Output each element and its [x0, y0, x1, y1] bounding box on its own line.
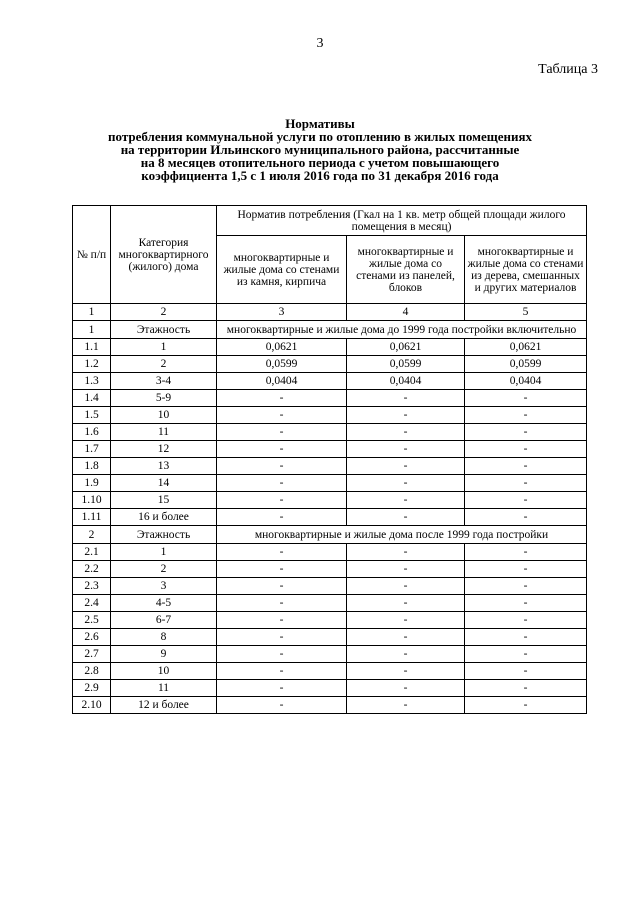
row-number: 1.7 — [73, 441, 111, 458]
row-number: 2.3 — [73, 578, 111, 595]
value-wood: - — [465, 475, 587, 492]
value-brick: - — [217, 509, 347, 526]
table-row — [73, 646, 587, 663]
table-row — [73, 475, 587, 492]
row-category: 11 — [111, 424, 217, 441]
value-brick: - — [217, 595, 347, 612]
row-number: 1.3 — [73, 373, 111, 390]
row-number: 1.6 — [73, 424, 111, 441]
row-category: 14 — [111, 475, 217, 492]
value-panel: - — [347, 441, 465, 458]
value-wood: - — [465, 561, 587, 578]
title-line: на территории Ильинского муниципального района, рассчитанные — [120, 142, 520, 157]
value-panel: - — [347, 578, 465, 595]
value-panel: - — [347, 612, 465, 629]
row-number: 1.10 — [73, 492, 111, 509]
value-panel: - — [347, 697, 465, 714]
value-panel: 0,0599 — [347, 356, 465, 373]
header-col4: многоквартирные и жилые дома со стенами из панелей, блоков — [347, 236, 465, 304]
row-category: 16 и более — [111, 509, 217, 526]
table-row — [73, 663, 587, 680]
table-body — [73, 321, 587, 714]
table-row — [73, 595, 587, 612]
section-description: многоквартирные и жилые дома после 1999 года постройки — [217, 526, 587, 544]
table-row — [73, 390, 587, 407]
header-norm: Норматив потребления (Гкал на 1 кв. метр общей площади жилого помещения в месяц) — [217, 206, 587, 236]
row-number: 2.6 — [73, 629, 111, 646]
value-wood: - — [465, 458, 587, 475]
value-brick: - — [217, 629, 347, 646]
table-row — [73, 441, 587, 458]
value-brick: - — [217, 475, 347, 492]
value-wood: 0,0599 — [465, 356, 587, 373]
value-brick: - — [217, 441, 347, 458]
row-category: 1 — [111, 544, 217, 561]
value-panel: - — [347, 475, 465, 492]
value-wood: - — [465, 629, 587, 646]
value-panel: - — [347, 680, 465, 697]
row-category: 1 — [111, 339, 217, 356]
row-category: 10 — [111, 407, 217, 424]
value-wood: - — [465, 492, 587, 509]
row-category: 6-7 — [111, 612, 217, 629]
col-number: 1 — [73, 304, 111, 321]
row-number: 1.11 — [73, 509, 111, 526]
col-number: 3 — [217, 304, 347, 321]
row-number: 1.4 — [73, 390, 111, 407]
row-category: 10 — [111, 663, 217, 680]
row-category: 15 — [111, 492, 217, 509]
row-category: 12 — [111, 441, 217, 458]
row-number: 2.5 — [73, 612, 111, 629]
value-panel: - — [347, 492, 465, 509]
value-wood: - — [465, 697, 587, 714]
table-row — [73, 629, 587, 646]
table-row — [73, 339, 587, 356]
value-panel: - — [347, 646, 465, 663]
row-category: 13 — [111, 458, 217, 475]
section-category: Этажность — [111, 526, 217, 544]
title-line: Нормативы — [285, 116, 355, 131]
row-category: 12 и более — [111, 697, 217, 714]
value-panel: 0,0404 — [347, 373, 465, 390]
page-number: 3 — [316, 36, 324, 51]
header-num: № п/п — [73, 206, 111, 304]
table-row — [73, 544, 587, 561]
value-brick: - — [217, 646, 347, 663]
value-wood: - — [465, 407, 587, 424]
title-line: коэффициента 1,5 с 1 июля 2016 года по 31 декабря 2016 года — [141, 168, 499, 183]
value-wood: - — [465, 424, 587, 441]
value-brick: 0,0599 — [217, 356, 347, 373]
table-row — [73, 578, 587, 595]
value-wood: 0,0621 — [465, 339, 587, 356]
row-number: 2.4 — [73, 595, 111, 612]
value-brick: - — [217, 544, 347, 561]
table-row — [73, 424, 587, 441]
table-row — [73, 509, 587, 526]
col-number: 2 — [111, 304, 217, 321]
value-wood: - — [465, 663, 587, 680]
row-category: 3 — [111, 578, 217, 595]
value-wood: 0,0404 — [465, 373, 587, 390]
row-number: 2.8 — [73, 663, 111, 680]
value-panel: - — [347, 509, 465, 526]
section-category: Этажность — [111, 321, 217, 339]
row-category: 11 — [111, 680, 217, 697]
value-brick: - — [217, 663, 347, 680]
value-panel: - — [347, 390, 465, 407]
row-number: 1.5 — [73, 407, 111, 424]
title-line: на 8 месяцев отопительного периода с учетом повышающего — [140, 155, 500, 170]
row-number: 1.8 — [73, 458, 111, 475]
value-brick: - — [217, 390, 347, 407]
row-number: 2.2 — [73, 561, 111, 578]
value-brick: 0,0621 — [217, 339, 347, 356]
value-brick: - — [217, 697, 347, 714]
header-col3: многоквартирные и жилые дома со стенами из камня, кирпича — [217, 236, 347, 304]
col-number: 5 — [465, 304, 587, 321]
section-header-row — [73, 321, 587, 339]
value-brick: - — [217, 492, 347, 509]
row-category: 4-5 — [111, 595, 217, 612]
value-panel: - — [347, 544, 465, 561]
value-brick: - — [217, 578, 347, 595]
value-wood: - — [465, 612, 587, 629]
value-panel: 0,0621 — [347, 339, 465, 356]
value-panel: - — [347, 424, 465, 441]
norms-table — [72, 205, 587, 714]
section-number: 1 — [73, 321, 111, 339]
value-brick: - — [217, 424, 347, 441]
table-row — [73, 492, 587, 509]
value-brick: - — [217, 407, 347, 424]
row-number: 1.1 — [73, 339, 111, 356]
value-panel: - — [347, 595, 465, 612]
header-col5: многоквартирные и жилые дома со стенами из дерева, смешанных и других материалов — [465, 236, 587, 304]
value-wood: - — [465, 680, 587, 697]
value-wood: - — [465, 578, 587, 595]
section-header-row — [73, 526, 587, 544]
value-panel: - — [347, 561, 465, 578]
table-row — [73, 373, 587, 390]
table-label: Таблица 3 — [538, 62, 598, 77]
row-category: 2 — [111, 561, 217, 578]
document-title — [60, 117, 580, 182]
table-row — [73, 458, 587, 475]
row-number: 2.1 — [73, 544, 111, 561]
row-category: 2 — [111, 356, 217, 373]
table-row — [73, 407, 587, 424]
value-brick: - — [217, 458, 347, 475]
table-row — [73, 356, 587, 373]
row-category: 5-9 — [111, 390, 217, 407]
value-brick: - — [217, 680, 347, 697]
table-row — [73, 680, 587, 697]
row-number: 1.2 — [73, 356, 111, 373]
value-wood: - — [465, 544, 587, 561]
header-category: Категория многоквартирного (жилого) дома — [111, 206, 217, 304]
section-number: 2 — [73, 526, 111, 544]
value-brick: - — [217, 561, 347, 578]
row-category: 8 — [111, 629, 217, 646]
row-number: 2.10 — [73, 697, 111, 714]
value-brick: - — [217, 612, 347, 629]
col-number: 4 — [347, 304, 465, 321]
row-number: 1.9 — [73, 475, 111, 492]
value-panel: - — [347, 407, 465, 424]
value-brick: 0,0404 — [217, 373, 347, 390]
section-description: многоквартирные и жилые дома до 1999 года постройки включительно — [217, 321, 587, 339]
column-numbers-row — [73, 304, 587, 321]
table-row — [73, 697, 587, 714]
value-panel: - — [347, 629, 465, 646]
row-number: 2.9 — [73, 680, 111, 697]
value-panel: - — [347, 663, 465, 680]
value-wood: - — [465, 595, 587, 612]
table-row — [73, 612, 587, 629]
row-category: 3-4 — [111, 373, 217, 390]
value-wood: - — [465, 390, 587, 407]
row-category: 9 — [111, 646, 217, 663]
title-line: потребления коммунальной услуги по отоплению в жилых помещениях — [108, 129, 532, 144]
table-row — [73, 561, 587, 578]
value-wood: - — [465, 646, 587, 663]
value-wood: - — [465, 441, 587, 458]
value-wood: - — [465, 509, 587, 526]
row-number: 2.7 — [73, 646, 111, 663]
value-panel: - — [347, 458, 465, 475]
